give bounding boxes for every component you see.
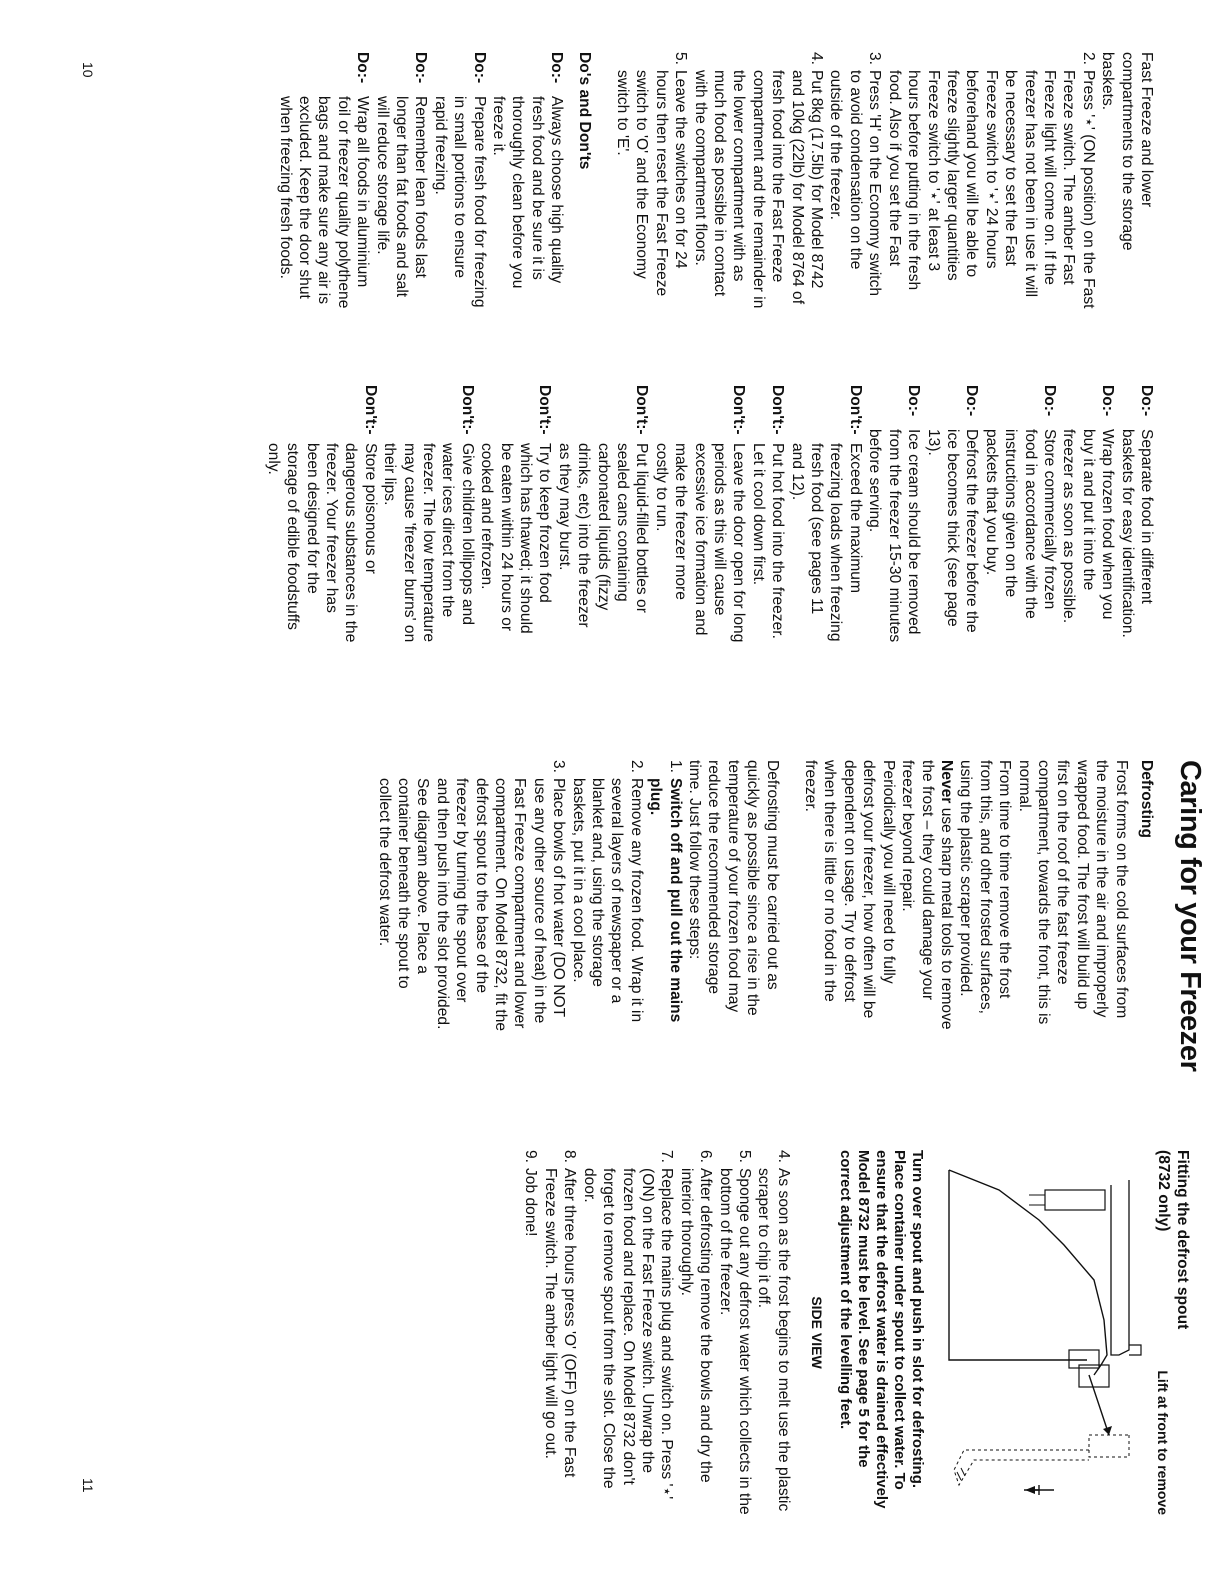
defrost-spout-diagram bbox=[944, 1150, 1149, 1510]
step-item: 4. Put 8kg (17.5lb) for Model 8742 and 10kg (22lb) for Model 8764 of fresh food into the Fast Freeze compartment and the remainder in the lower compartment with as much food as possible in contact with the compartment floors. bbox=[691, 52, 826, 309]
step-item: 2. Press '⋆' (ON position) on the Fast Freeze switch. The amber Fast Freeze light will come on. If the freezer has not been in use it will be necessary to set the Fast Freeze switch to '⋆' 24 hours beforehand you will be able to freeze slightly larger quantities Freeze switch to '⋆' at least 3 hours before putting in the fresh food. Also if you set the Fast bbox=[885, 52, 1097, 309]
spout-heading: Fitting the defrost spout (8732 only) bbox=[1154, 1150, 1191, 1330]
do-item: Do:- Prepare fresh food for freezing in small portions to ensure rapid freezing. bbox=[431, 52, 488, 308]
freezing-steps bbox=[613, 52, 1098, 310]
dont-item: Don't:- Try to keep frozen food which has thawed; it should be eaten within 24 hours or cooked and refrozen. bbox=[478, 385, 554, 634]
do-item: Do:- Wrap frozen food when you buy it and put it into the freezer as soon as possible. bbox=[1060, 385, 1117, 624]
dos-donts-heading: Do's and Don'ts bbox=[575, 52, 593, 170]
defrost-steps-cont bbox=[521, 1150, 793, 1515]
step-item: 3. Press 'H' on the Economy switch to avoid condensation on the outside of the freezer. bbox=[827, 52, 884, 297]
column-4 bbox=[521, 1150, 1192, 1515]
side-view-label: SIDE VIEW bbox=[809, 1296, 826, 1369]
dont-item: Don't:- Give children lollipops and water ices direct from the freezer. The low temperature may cause 'freezer burns' on their lips. bbox=[381, 385, 476, 643]
step-item: 8. After three hours press 'O' (OFF) on the Fast Freeze switch. The amber light will go out. bbox=[541, 1150, 579, 1478]
column-2 bbox=[263, 385, 1156, 643]
paragraph: Frost forms on the cold surfaces from the moisture in the air and improperly wrapped food. The frost will build up first on the roof of the fast freeze compartment, towards the front, this is normal. bbox=[1015, 760, 1130, 1025]
step-item: 9. Job done! bbox=[522, 1150, 540, 1237]
dont-item: Don't:- Put liquid-filled bottles or sealed cans containing carbonated liquids (fizzy drinks, etc) into the freezer as they may burst. bbox=[555, 385, 651, 628]
defrost-steps bbox=[374, 760, 685, 1032]
do-item: Do:- Defrost the freezer before the ice becomes thick (see page 13). bbox=[924, 385, 981, 633]
do-item: Do:- Store commercially frozen food in accordance with the instructions given on the packets that you buy. bbox=[982, 385, 1058, 619]
paragraph: Never use sharp metal tools to remove the frost – they could damage your freezer beyond repair. bbox=[899, 760, 955, 1030]
page-number-right: 11 bbox=[80, 1478, 96, 1493]
intro-text: Fast Freeze and lower compartments to the storage baskets. bbox=[1099, 52, 1155, 251]
step-item: 6. After defrosting remove the bowls and dry the interior thoroughly. bbox=[677, 1150, 715, 1483]
do-item: Do:- Separate food in different baskets for easy identification. bbox=[1118, 385, 1155, 638]
do-item: Do:- Remember lean foods last longer than fat foods and salt will reduce storage life. bbox=[373, 52, 430, 298]
page-number-left: 10 bbox=[80, 62, 96, 78]
dont-item: Don't:- Put hot food into the freezer. Let it cool down first. bbox=[749, 385, 787, 639]
do-item: Do:- Ice cream should be removed from the freezer 15-30 minutes before serving. bbox=[866, 385, 923, 643]
dont-item: Don't:- Store poisonous or dangerous substances in the freezer. Your freezer has been designed for the storage of edible foodstuffs only. bbox=[264, 385, 379, 643]
paragraph: Defrosting must be carried out as quickly as possible since a rise in the temperature of your frozen food may reduce the recommended storage time. Just follow these steps: bbox=[686, 760, 781, 1016]
never-word: Never bbox=[937, 760, 955, 804]
step-item: 5. Leave the switches on for 24 hours then reset the Fast Freeze switch to 'O' and the Economy switch to 'E'. bbox=[614, 52, 690, 297]
step-item: 7. Replace the mains plug and switch on. Press '⋆' (ON) on the Fast Freeze switch. Unwrap the frozen food and replace. On Model 8732 don't forget to remove spout from the slot. Close the door. bbox=[580, 1150, 676, 1500]
step-item: 3. Place bowls of hot water (DO NOT use any other source of heat) in the Fast Freeze compartment and lower compartment. On Model 8732, fit the defrost spout to the base of the freezer by turning the spout over and then push into the slot provided. See diagram above. Place a container beneath the spout to collect the defrost water. bbox=[375, 760, 568, 1032]
do-item: Do:- Always choose high quality fresh food and be sure it is thoroughly clean before you freeze it. bbox=[490, 52, 566, 289]
paragraph: Periodically you will need to fully defrost your freezer, how often will be dependent on usage. Try to defrost when there is little or no food in the freezer. bbox=[802, 760, 897, 1019]
step-item: 4. As soon as the frost begins to melt use the plastic scraper to chip it off. bbox=[755, 1150, 792, 1512]
step-item: 1. Switch off and pull out the mains plug. bbox=[647, 760, 684, 1023]
step-item: 2. Remove any frozen food. Wrap it in several layers of newspaper or a blanket and, using the storage baskets, put it in a cool place. bbox=[569, 760, 645, 1023]
do-item: Do:- Wrap all foods in aluminium foil or freezer quality polythene bags and make sure any air is excluded. Keep the door shut when freezing fresh foods. bbox=[276, 52, 372, 309]
column-3 bbox=[374, 760, 1156, 1032]
defrosting-heading: Defrosting bbox=[1138, 760, 1155, 838]
column-1 bbox=[275, 52, 1156, 310]
spout-instruction: Turn over spout and push in slot for defrosting. Place container under spout to collect water. To ensure that the defrost water is drained effectively Model 8732 must be level. See page 5 for the correct adjustment of the levelling feet. bbox=[837, 1150, 927, 1509]
step-item: 5. Sponge out any defrost water which collects in the bottom of the freezer. bbox=[716, 1150, 753, 1515]
dont-item: Don't:- Leave the door open for long periods as this will cause excessive ice formation and make the freezer more costly to run. bbox=[652, 385, 748, 643]
lift-label: Lift at front to remove bbox=[1155, 1370, 1171, 1515]
paragraph: From time to time remove the frost from this, and other frosted surfaces, using the plastic scraper provided. bbox=[957, 760, 1014, 1014]
dont-item: Don't:- Exceed the maximum freezing loads when freezing fresh food (see pages 11 and 12). bbox=[788, 385, 864, 642]
page-title: Caring for your Freezer bbox=[1174, 760, 1206, 1072]
